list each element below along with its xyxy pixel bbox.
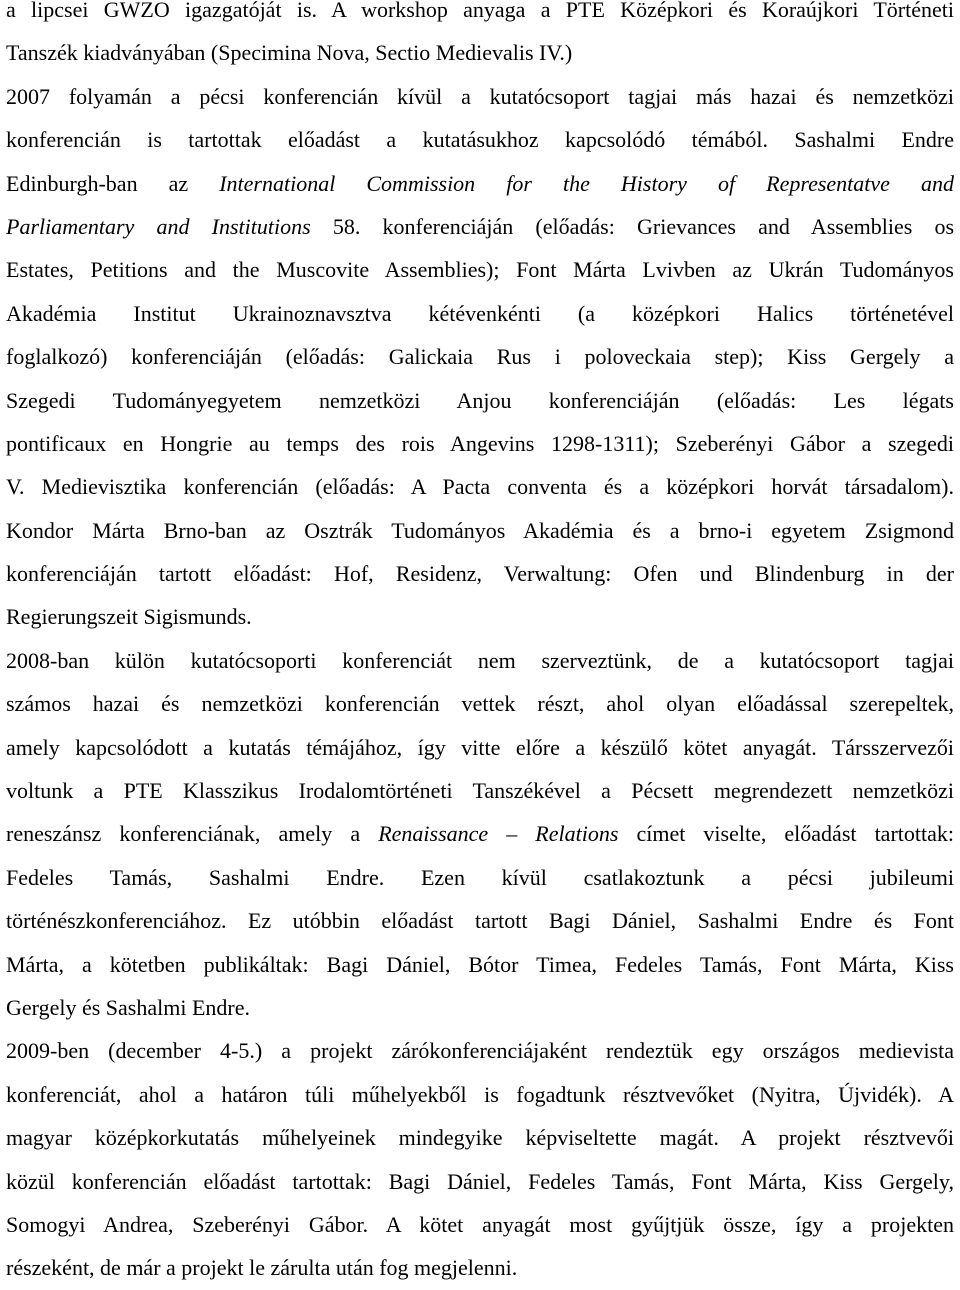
text-line	[6, 509, 954, 552]
text-line	[6, 205, 954, 248]
text-segment: 2009-ben (december 4-5.) a projekt zárókonferenciájaként rendeztük egy országos medievista	[6, 1038, 954, 1064]
text-segment: Fedeles Tamás, Sashalmi Endre. Ezen kívül csatlakoztunk a pécsi jubileumi	[6, 864, 954, 890]
italic-text: Renaissance – Relations	[378, 821, 619, 847]
text-segment: Kondor Márta Brno-ban az Osztrák Tudományos Akadémia és a brno-i egyetem Zsigmond	[6, 517, 954, 543]
text-line	[6, 552, 954, 595]
text-line	[6, 1246, 954, 1289]
text-segment: történészkonferenciához. Ez utóbbin előadást tartott Bagi Dániel, Sashalmi Endre és Font	[6, 908, 954, 934]
text-segment: reneszánsz konferenciának, amely a	[6, 821, 379, 847]
text-line	[6, 292, 954, 335]
text-line	[6, 769, 954, 812]
text-line	[6, 639, 954, 682]
text-line	[6, 75, 954, 118]
text-segment: voltunk a PTE Klasszikus Irodalomtörténeti Tanszékével a Pécsett megrendezett nemzetközi	[6, 778, 954, 804]
text-line	[6, 943, 954, 986]
italic-text: International Commission for the History of Representatve and	[219, 170, 954, 196]
text-segment: Akadémia Institut Ukrainoznavsztva kétévenkénti (a középkori Halics történetével	[6, 300, 954, 326]
text-segment: Estates, Petitions and the Muscovite Assemblies); Font Márta Lvivben az Ukrán Tudományos	[6, 257, 954, 283]
text-line	[6, 118, 954, 161]
text-segment: Márta, a kötetben publikáltak: Bagi Dániel, Bótor Timea, Fedeles Tamás, Font Márta, Kiss	[6, 951, 954, 977]
italic-text: Parliamentary and Institutions	[6, 213, 311, 239]
text-segment: Edinburgh-ban az	[6, 170, 220, 196]
text-line	[6, 335, 954, 378]
text-segment: Regierungszeit Sigismunds.	[6, 604, 252, 630]
text-segment: konferenciáján tartott előadást: Hof, Residenz, Verwaltung: Ofen und Blindenburg in der	[6, 561, 954, 587]
text-line	[6, 1073, 954, 1116]
text-segment: 2007 folyamán a pécsi konferencián kívül a kutatócsoport tagjai más hazai és nemzetközi	[6, 83, 954, 109]
text-line	[6, 1116, 954, 1159]
text-line	[6, 812, 954, 855]
text-segment: V. Medievisztika konferencián (előadás: A Pacta conventa és a középkori horvát társadalom).	[6, 474, 954, 500]
text-line	[6, 248, 954, 291]
text-line	[6, 422, 954, 465]
text-line	[6, 726, 954, 769]
text-segment: 58. konferenciáján (előadás: Grievances and Assemblies os	[310, 213, 954, 239]
text-line	[6, 1029, 954, 1072]
text-segment: konferenciát, ahol a határon túli műhelyekből is fogadtunk résztvevőket (Nyitra, Újvidék). A	[6, 1081, 954, 1107]
text-line	[6, 162, 954, 205]
text-line	[6, 986, 954, 1029]
text-line	[6, 682, 954, 725]
text-segment: közül konferencián előadást tartottak: Bagi Dániel, Fedeles Tamás, Font Márta, Kiss Gergely,	[6, 1168, 954, 1194]
text-segment: 2008-ban külön kutatócsoporti konferenciát nem szerveztünk, de a kutatócsoport tagjai	[6, 647, 954, 673]
text-segment: magyar középkorkutatás műhelyeinek mindegyike képviseltette magát. A projekt résztvevői	[6, 1125, 954, 1151]
text-segment: számos hazai és nemzetközi konferencián vettek részt, ahol olyan előadással szerepeltek,	[6, 691, 954, 717]
text-line	[6, 379, 954, 422]
text-segment: amely kapcsolódott a kutatás témájához, így vitte előre a készülő kötet anyagát. Társszervezői	[6, 734, 954, 760]
text-segment: a lipcsei GWZO igazgatóját is. A workshop anyaga a PTE Középkori és Koraújkori Történeti	[6, 0, 954, 22]
text-segment: konferencián is tartottak előadást a kutatásukhoz kapcsolódó témából. Sashalmi Endre	[6, 127, 954, 153]
text-line	[6, 856, 954, 899]
text-line	[6, 31, 954, 74]
text-line	[6, 899, 954, 942]
text-segment: részeként, de már a projekt le zárulta után fog megjelenni.	[6, 1255, 518, 1281]
text-segment: címet viselte, előadást tartottak:	[618, 821, 954, 847]
text-segment: pontificaux en Hongrie au temps des rois Angevins 1298-1311); Szeberényi Gábor a szegedi	[6, 430, 954, 456]
text-line	[6, 465, 954, 508]
text-segment: foglalkozó) konferenciáján (előadás: Galickaia Rus i poloveckaia step); Kiss Gergely a	[6, 344, 954, 370]
text-line	[6, 1160, 954, 1203]
text-segment: Tanszék kiadványában (Specimina Nova, Sectio Medievalis IV.)	[6, 40, 573, 66]
text-line	[6, 1203, 954, 1246]
text-segment: Gergely és Sashalmi Endre.	[6, 994, 250, 1020]
text-segment: Somogyi Andrea, Szeberényi Gábor. A kötet anyagát most gyűjtjük össze, így a projekten	[6, 1211, 954, 1237]
text-line	[6, 595, 954, 638]
text-line	[6, 0, 954, 31]
text-segment: Szegedi Tudományegyetem nemzetközi Anjou konferenciáján (előadás: Les légats	[6, 387, 954, 413]
